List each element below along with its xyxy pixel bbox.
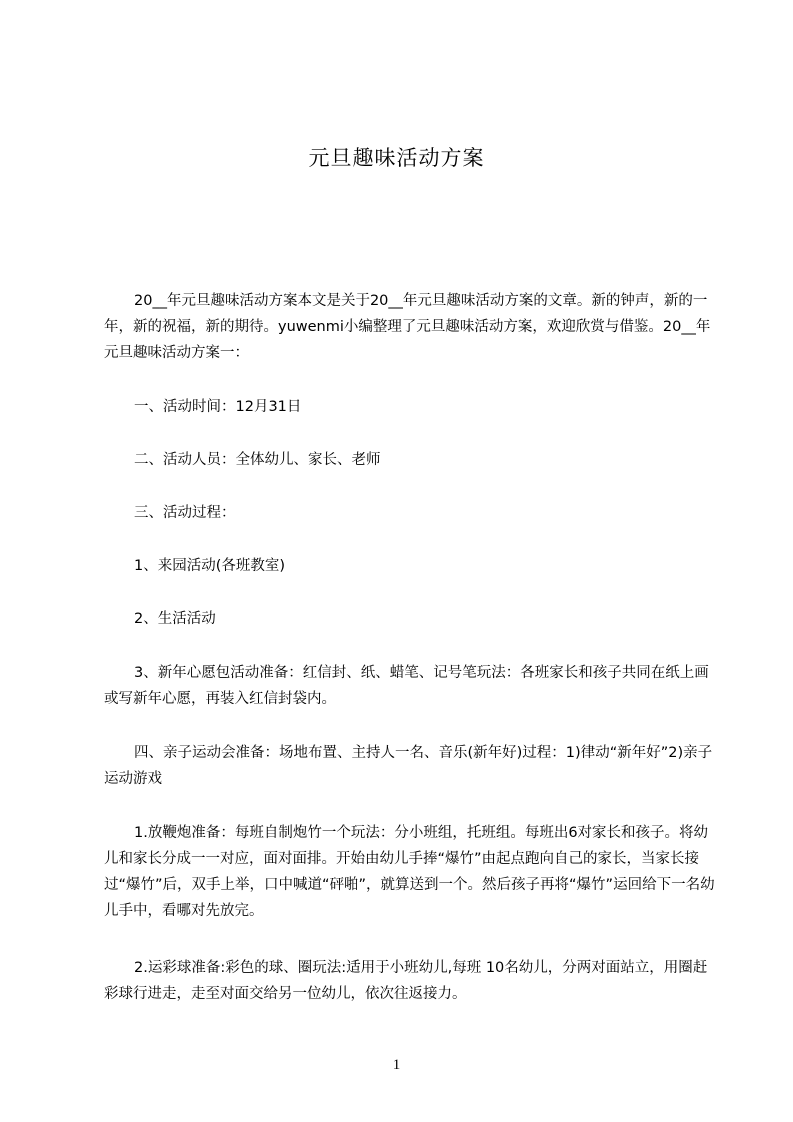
wish-bag-paragraph: 3、新年心愿包活动准备：红信封、纸、蜡笔、记号笔玩法：各班家长和孩子共同在纸上画或写新年心愿，再装入红信封袋内。 <box>104 665 709 707</box>
document-title: 元旦趣味活动方案 <box>308 146 485 170</box>
arrival-activity-paragraph: 1、来园活动(各班教室) <box>134 558 286 574</box>
activity-time-paragraph: 一、活动时间：12月31日 <box>134 399 302 415</box>
firecracker-game-paragraph: 1.放鞭炮准备：每班自制炮竹一个玩法：分小班组，托班组。每班出6对家长和孩子。将幼儿和家长分成一一对应，面对面排。开始由幼儿手捧“爆竹”由起点跑向自己的家长，当家长接过“爆竹”后，双手上举，口中喊道“砰啪”，就算送到一个。然后孩子再将“爆竹”运回给下一名幼儿手中，看哪对先放完。 <box>104 825 715 919</box>
activity-participants-paragraph: 二、活动人员：全体幼儿、家长、老师 <box>134 452 381 468</box>
activity-process-heading: 三、活动过程： <box>134 505 236 521</box>
page-number: 1 <box>392 1057 401 1073</box>
ball-relay-game-paragraph: 2.运彩球准备:彩色的球、圈玩法:适用于小班幼儿,每班 10名幼儿，分两对面站立，用圈赶彩球行进走，走至对面交给另一位幼儿，依次往返接力。 <box>104 960 708 1002</box>
intro-paragraph: 20__年元旦趣味活动方案本文是关于20__年元旦趣味活动方案的文章。新的钟声，新的一年，新的祝福，新的期待。yuwenmi小编整理了元旦趣味活动方案，欢迎欣赏与借鉴。20__年元旦趣味活动方案一： <box>104 293 711 361</box>
sports-meet-paragraph: 四、亲子运动会准备：场地布置、主持人一名、音乐(新年好)过程：1)律动“新年好”2)亲子运动游戏 <box>104 745 713 787</box>
daily-activity-paragraph: 2、生活活动 <box>134 611 216 627</box>
